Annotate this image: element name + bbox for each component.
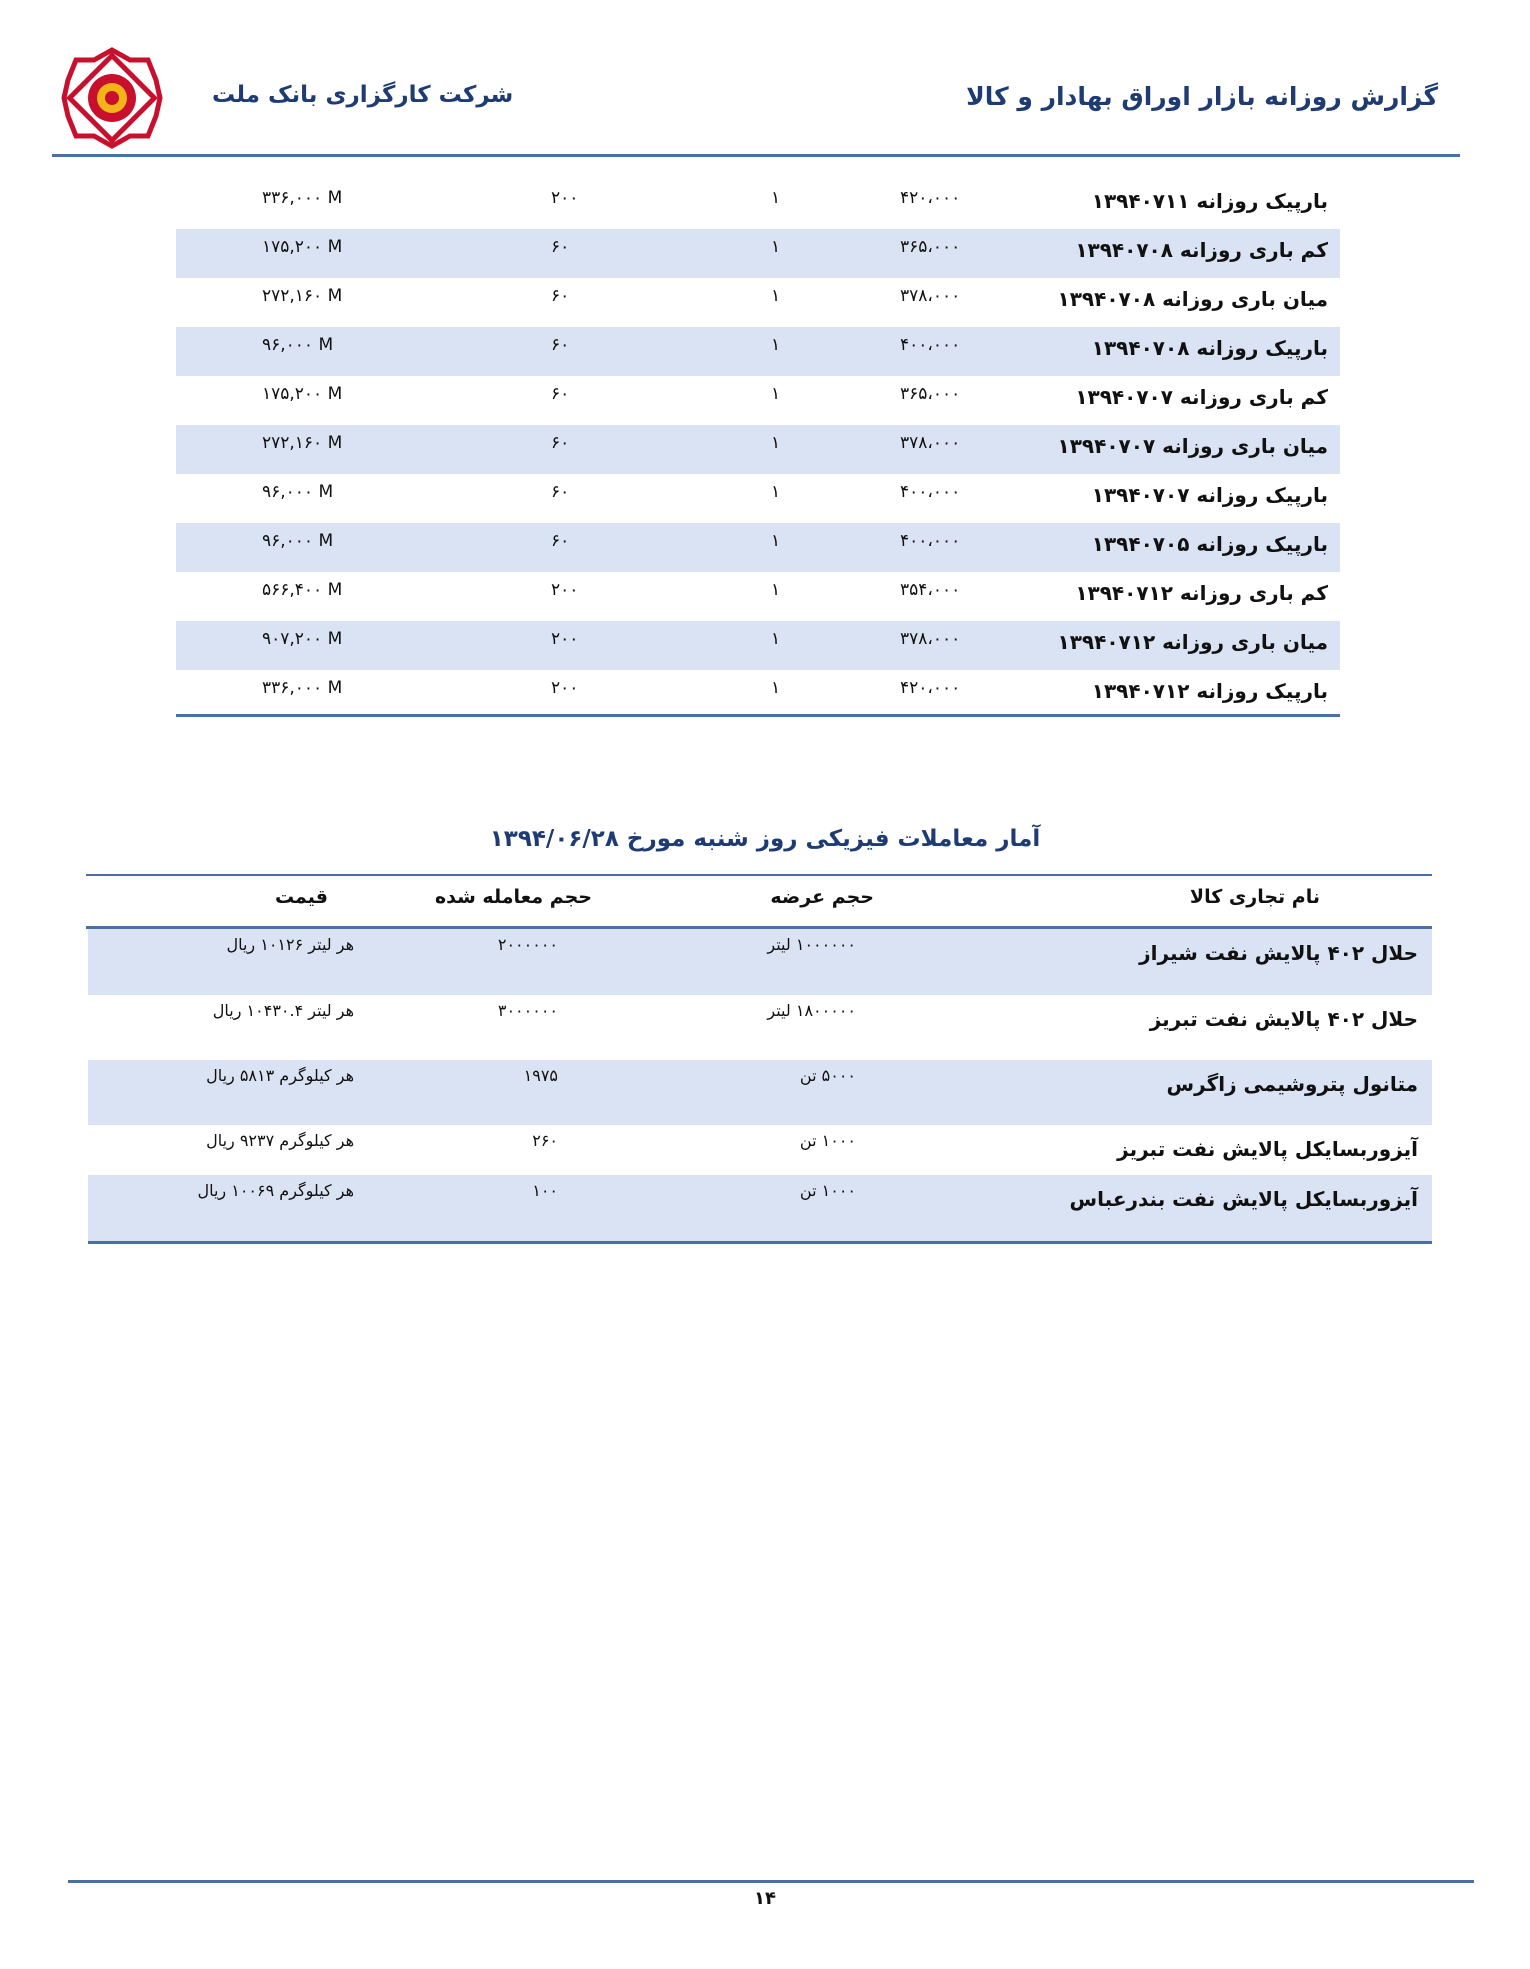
offer-volume: ۱۰۰۰ تن xyxy=(799,1181,856,1200)
price: ۳۷۸،۰۰۰ xyxy=(900,286,961,306)
count: ۱ xyxy=(771,433,781,453)
contract-name: میان باری روزانه ۱۳۹۴۰۷۰۷ xyxy=(1057,434,1328,458)
unit-price: هر کیلوگرم ۹۲۳۷ ریال xyxy=(206,1131,354,1150)
table-row xyxy=(176,523,1340,572)
price: ۴۰۰،۰۰۰ xyxy=(900,531,961,551)
volume: ۲۰۰ xyxy=(551,678,579,698)
table-row xyxy=(176,278,1340,327)
commodity-name: آیزوربسایکل پالایش نفت بندرعباس xyxy=(1069,1187,1418,1211)
physical-trades-table xyxy=(88,929,1432,1241)
offer-volume: ۱۰۰۰ تن xyxy=(799,1131,856,1150)
header-price: قیمت xyxy=(274,886,328,908)
table-row xyxy=(176,180,1340,229)
count: ۱ xyxy=(771,237,781,257)
volume: ۶۰ xyxy=(551,286,570,306)
traded-volume: ۱۹۷۵ xyxy=(523,1066,558,1085)
section-title: آمار معاملات فیزیکی روز شنبه مورخ ۱۳۹۴/۰۶/۲۸ xyxy=(489,826,1041,852)
header-divider xyxy=(52,154,1460,157)
trade-value: ۱۷۵,۲۰۰ M xyxy=(262,384,343,404)
volume: ۲۰۰ xyxy=(551,580,579,600)
trade-value: ۲۷۲,۱۶۰ M xyxy=(262,433,343,453)
volume: ۶۰ xyxy=(551,237,570,257)
contract-name: کم باری روزانه ۱۳۹۴۰۷۰۸ xyxy=(1075,238,1328,262)
price: ۳۶۵،۰۰۰ xyxy=(900,237,961,257)
count: ۱ xyxy=(771,286,781,306)
price: ۴۰۰،۰۰۰ xyxy=(900,482,961,502)
company-logo-icon xyxy=(60,46,164,150)
trade-value: ۹۶,۰۰۰ M xyxy=(262,335,334,355)
table-row xyxy=(176,229,1340,278)
unit-price: هر کیلوگرم ۵۸۱۳ ریال xyxy=(206,1066,354,1085)
price: ۴۰۰،۰۰۰ xyxy=(900,335,961,355)
table-row xyxy=(88,995,1432,1060)
price: ۳۷۸،۰۰۰ xyxy=(900,629,961,649)
count: ۱ xyxy=(771,482,781,502)
traded-volume: ۳۰۰۰۰۰۰ xyxy=(497,1001,558,1020)
table-bottom-border xyxy=(88,1241,1432,1244)
commodity-name: آیزوربسایکل پالایش نفت تبریز xyxy=(1117,1137,1418,1161)
trade-value: ۲۷۲,۱۶۰ M xyxy=(262,286,343,306)
volume: ۶۰ xyxy=(551,482,570,502)
offer-volume: ۱۰۰۰۰۰۰ لیتر xyxy=(767,935,856,954)
price: ۳۶۵،۰۰۰ xyxy=(900,384,961,404)
trade-value: ۳۳۶,۰۰۰ M xyxy=(262,678,343,698)
count: ۱ xyxy=(771,678,781,698)
contract-name: بارپیک روزانه ۱۳۹۴۰۷۰۵ xyxy=(1091,532,1328,556)
contract-name: کم باری روزانه ۱۳۹۴۰۷۱۲ xyxy=(1075,581,1328,605)
table-row xyxy=(176,474,1340,523)
contract-name: بارپیک روزانه ۱۳۹۴۰۷۰۷ xyxy=(1091,483,1328,507)
commodity-name: حلال ۴۰۲ پالایش نفت تبریز xyxy=(1149,1007,1418,1031)
price: ۳۷۸،۰۰۰ xyxy=(900,433,961,453)
table-header xyxy=(86,876,1432,926)
unit-price: هر لیتر ۱۰۴۳۰.۴ ریال xyxy=(212,1001,354,1020)
unit-price: هر کیلوگرم ۱۰۰۶۹ ریال xyxy=(197,1181,354,1200)
page-number: ۱۴ xyxy=(754,1888,776,1909)
traded-volume: ۱۰۰ xyxy=(532,1181,558,1200)
table-row xyxy=(176,670,1340,719)
offer-volume: ۱۸۰۰۰۰۰ لیتر xyxy=(767,1001,856,1020)
count: ۱ xyxy=(771,629,781,649)
table-row xyxy=(88,929,1432,995)
traded-volume: ۲۶۰ xyxy=(532,1131,558,1150)
price: ۴۲۰،۰۰۰ xyxy=(900,188,961,208)
trade-value: ۹۶,۰۰۰ M xyxy=(262,482,334,502)
count: ۱ xyxy=(771,384,781,404)
electricity-trades-table xyxy=(176,180,1340,719)
header-name: نام تجاری کالا xyxy=(1189,886,1320,908)
page-header xyxy=(0,0,1530,160)
count: ۱ xyxy=(771,335,781,355)
table-bottom-border xyxy=(176,714,1340,717)
price: ۳۵۴،۰۰۰ xyxy=(900,580,961,600)
table-row xyxy=(88,1175,1432,1241)
count: ۱ xyxy=(771,531,781,551)
volume: ۲۰۰ xyxy=(551,629,579,649)
volume: ۲۰۰ xyxy=(551,188,579,208)
volume: ۶۰ xyxy=(551,384,570,404)
trade-value: ۹۶,۰۰۰ M xyxy=(262,531,334,551)
table-row xyxy=(176,425,1340,474)
contract-name: میان باری روزانه ۱۳۹۴۰۷۱۲ xyxy=(1057,630,1328,654)
header-traded: حجم معامله شده xyxy=(434,886,592,908)
count: ۱ xyxy=(771,188,781,208)
offer-volume: ۵۰۰۰ تن xyxy=(799,1066,856,1085)
trade-value: ۳۳۶,۰۰۰ M xyxy=(262,188,343,208)
price: ۴۲۰،۰۰۰ xyxy=(900,678,961,698)
table-row xyxy=(176,376,1340,425)
count: ۱ xyxy=(771,580,781,600)
contract-name: کم باری روزانه ۱۳۹۴۰۷۰۷ xyxy=(1075,385,1328,409)
table-row xyxy=(176,621,1340,670)
table-row xyxy=(88,1125,1432,1175)
table-row xyxy=(176,572,1340,621)
contract-name: بارپیک روزانه ۱۳۹۴۰۷۱۲ xyxy=(1091,679,1328,703)
trade-value: ۵۶۶,۴۰۰ M xyxy=(262,580,343,600)
volume: ۶۰ xyxy=(551,433,570,453)
volume: ۶۰ xyxy=(551,531,570,551)
contract-name: بارپیک روزانه ۱۳۹۴۰۷۰۸ xyxy=(1091,336,1328,360)
contract-name: میان باری روزانه ۱۳۹۴۰۷۰۸ xyxy=(1057,287,1328,311)
traded-volume: ۲۰۰۰۰۰۰ xyxy=(497,935,558,954)
commodity-name: متانول پتروشیمی زاگرس xyxy=(1166,1072,1418,1096)
volume: ۶۰ xyxy=(551,335,570,355)
company-name: شرکت کارگزاری بانک ملت xyxy=(212,82,514,108)
header-offer: حجم عرضه xyxy=(770,886,874,908)
table-row xyxy=(176,327,1340,376)
table-row xyxy=(88,1060,1432,1125)
trade-value: ۱۷۵,۲۰۰ M xyxy=(262,237,343,257)
contract-name: بارپیک روزانه ۱۳۹۴۰۷۱۱ xyxy=(1091,189,1328,213)
commodity-name: حلال ۴۰۲ پالایش نفت شیراز xyxy=(1139,941,1418,965)
report-title: گزارش روزانه بازار اوراق بهادار و کالا xyxy=(966,82,1438,111)
footer-divider xyxy=(68,1880,1474,1883)
unit-price: هر لیتر ۱۰۱۲۶ ریال xyxy=(226,935,354,954)
trade-value: ۹۰۷,۲۰۰ M xyxy=(262,629,343,649)
